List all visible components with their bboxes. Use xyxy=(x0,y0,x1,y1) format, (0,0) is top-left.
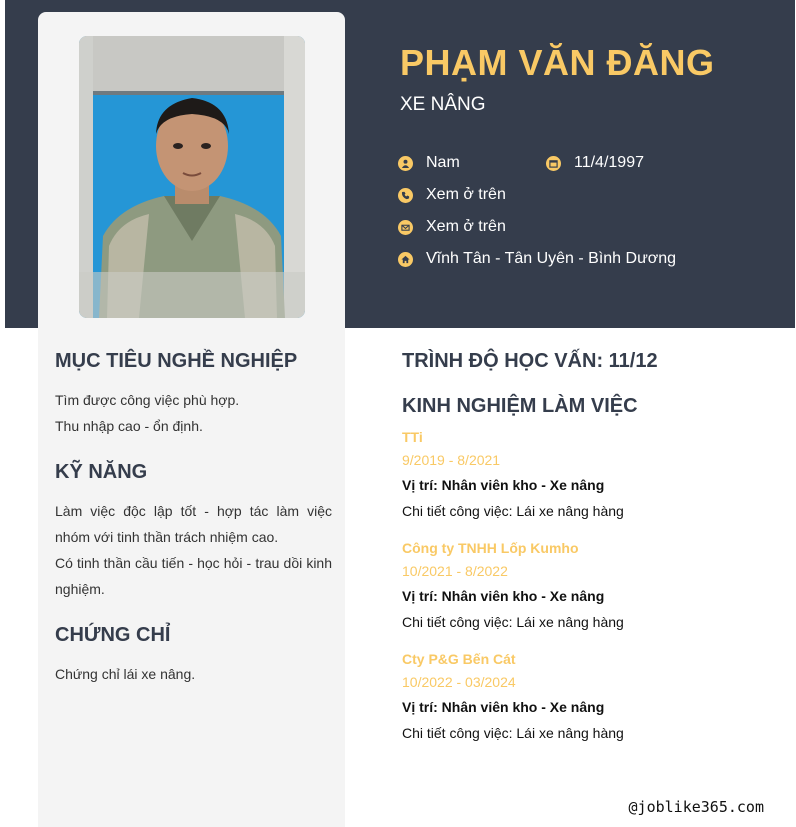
site-watermark: @joblike365.com xyxy=(628,798,764,816)
experience-item xyxy=(402,426,772,524)
address-row xyxy=(398,250,676,268)
work-period: 10/2021 - 8/2022 xyxy=(402,563,508,579)
gender-value: Nam xyxy=(426,154,460,171)
experience-item xyxy=(402,537,772,635)
certificate-line: Chứng chỉ lái xe nâng. xyxy=(55,666,196,682)
phone-value: Xem ở trên xyxy=(426,186,506,203)
objective-line: Thu nhập cao - ổn định. xyxy=(55,418,203,434)
job-title: XE NÂNG xyxy=(400,94,486,115)
address-value: Vĩnh Tân - Tân Uyên - Bình Dương xyxy=(426,250,677,267)
job-position: Vị trí: Nhân viên kho - Xe nâng xyxy=(402,699,605,715)
home-icon xyxy=(398,252,413,267)
user-icon xyxy=(398,156,413,171)
skills-line: Làm việc độc lập tốt - hợp tác làm việc nhóm với tinh thần trách nhiệm cao. xyxy=(55,503,332,545)
company-name: TTi xyxy=(402,429,423,445)
work-period: 9/2019 - 8/2021 xyxy=(402,452,501,468)
email-row xyxy=(398,218,506,236)
birthday-row xyxy=(546,154,644,172)
certificates-title: CHỨNG CHỈ xyxy=(55,624,171,646)
gender-row xyxy=(398,154,460,172)
phone-icon xyxy=(398,188,413,203)
left-column xyxy=(55,350,332,687)
experience-title: KINH NGHIỆM LÀM VIỆC xyxy=(402,395,638,417)
skills-title: KỸ NĂNG xyxy=(55,461,148,483)
company-name: Cty P&G Bến Cát xyxy=(402,651,516,667)
job-detail: Chi tiết công việc: Lái xe nâng hàng xyxy=(402,503,624,519)
skills-line: Có tinh thần cầu tiến - học hỏi - trau dồi kinh nghiệm. xyxy=(55,555,332,597)
job-detail: Chi tiết công việc: Lái xe nâng hàng xyxy=(402,614,624,630)
job-detail: Chi tiết công việc: Lái xe nâng hàng xyxy=(402,725,624,741)
company-name: Công ty TNHH Lốp Kumho xyxy=(402,540,579,556)
calendar-icon xyxy=(546,156,561,171)
objective-line: Tìm được công việc phù hợp. xyxy=(55,392,240,408)
right-column xyxy=(402,350,772,759)
job-position: Vị trí: Nhân viên kho - Xe nâng xyxy=(402,588,605,604)
work-period: 10/2022 - 03/2024 xyxy=(402,674,516,690)
birthday-value: 11/4/1997 xyxy=(574,154,644,171)
objective-title: MỤC TIÊU NGHỀ NGHIỆP xyxy=(55,350,298,372)
job-position: Vị trí: Nhân viên kho - Xe nâng xyxy=(402,477,605,493)
phone-row xyxy=(398,186,506,204)
profile-photo xyxy=(79,36,305,318)
candidate-name: PHẠM VĂN ĐĂNG xyxy=(400,42,715,83)
email-value: Xem ở trên xyxy=(426,218,506,235)
experience-item xyxy=(402,648,772,746)
mail-icon xyxy=(398,220,413,235)
education-title: TRÌNH ĐỘ HỌC VẤN: 11/12 xyxy=(402,350,658,372)
